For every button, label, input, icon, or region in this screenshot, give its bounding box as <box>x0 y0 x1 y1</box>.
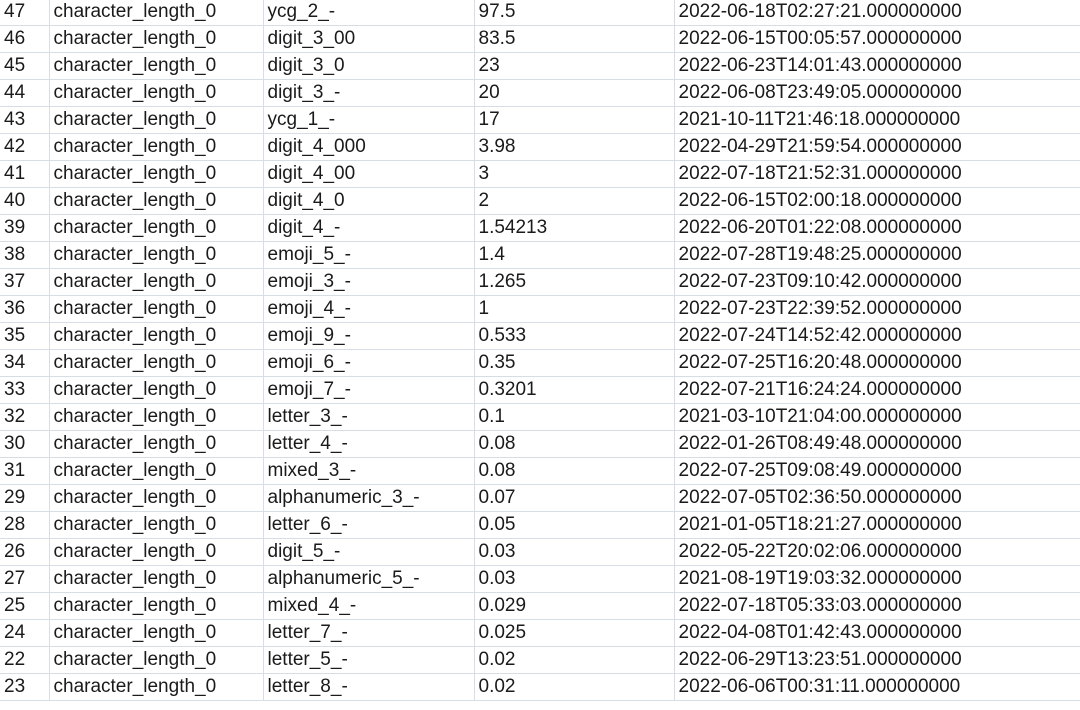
feature-name-cell[interactable]: character_length_0 <box>49 215 263 242</box>
bucket-key-cell[interactable]: emoji_6_- <box>263 350 474 377</box>
row-id-cell[interactable]: 41 <box>0 161 49 188</box>
table-row[interactable] <box>0 296 1080 323</box>
table-row[interactable] <box>0 377 1080 404</box>
table-row[interactable] <box>0 647 1080 674</box>
value-cell[interactable]: 0.533 <box>474 323 674 350</box>
feature-name-cell[interactable]: character_length_0 <box>49 620 263 647</box>
timestamp-cell[interactable]: 2022-07-25T09:08:49.000000000 <box>674 458 1080 485</box>
value-cell[interactable]: 0.08 <box>474 458 674 485</box>
bucket-key-cell[interactable]: digit_3_0 <box>263 53 474 80</box>
bucket-key-cell[interactable]: alphanumeric_3_- <box>263 485 474 512</box>
value-cell[interactable]: 0.03 <box>474 566 674 593</box>
timestamp-cell[interactable]: 2022-06-18T02:27:21.000000000 <box>674 0 1080 26</box>
timestamp-cell[interactable]: 2022-07-23T22:39:52.000000000 <box>674 296 1080 323</box>
feature-name-cell[interactable]: character_length_0 <box>49 485 263 512</box>
value-cell[interactable]: 0.05 <box>474 512 674 539</box>
timestamp-cell[interactable]: 2022-01-26T08:49:48.000000000 <box>674 431 1080 458</box>
feature-name-cell[interactable]: character_length_0 <box>49 350 263 377</box>
bucket-key-cell[interactable]: digit_4_- <box>263 215 474 242</box>
table-row[interactable] <box>0 107 1080 134</box>
timestamp-cell[interactable]: 2022-07-24T14:52:42.000000000 <box>674 323 1080 350</box>
value-cell[interactable]: 97.5 <box>474 0 674 26</box>
row-id-cell[interactable]: 29 <box>0 485 49 512</box>
row-id-cell[interactable]: 31 <box>0 458 49 485</box>
timestamp-cell[interactable]: 2022-06-06T00:31:11.000000000 <box>674 674 1080 701</box>
bucket-key-cell[interactable]: digit_3_- <box>263 80 474 107</box>
timestamp-cell[interactable]: 2022-06-20T01:22:08.000000000 <box>674 215 1080 242</box>
table-row[interactable] <box>0 566 1080 593</box>
feature-name-cell[interactable]: character_length_0 <box>49 188 263 215</box>
value-cell[interactable]: 83.5 <box>474 26 674 53</box>
timestamp-cell[interactable]: 2022-04-29T21:59:54.000000000 <box>674 134 1080 161</box>
table-row[interactable] <box>0 593 1080 620</box>
table-row[interactable] <box>0 539 1080 566</box>
timestamp-cell[interactable]: 2022-06-15T02:00:18.000000000 <box>674 188 1080 215</box>
timestamp-cell[interactable]: 2022-05-22T20:02:06.000000000 <box>674 539 1080 566</box>
value-cell[interactable]: 0.1 <box>474 404 674 431</box>
timestamp-cell[interactable]: 2021-01-05T18:21:27.000000000 <box>674 512 1080 539</box>
feature-name-cell[interactable]: character_length_0 <box>49 0 263 26</box>
value-cell[interactable]: 3 <box>474 161 674 188</box>
row-id-cell[interactable]: 43 <box>0 107 49 134</box>
table-row[interactable] <box>0 134 1080 161</box>
table-row[interactable] <box>0 350 1080 377</box>
table-row[interactable] <box>0 323 1080 350</box>
timestamp-cell[interactable]: 2022-07-28T19:48:25.000000000 <box>674 242 1080 269</box>
bucket-key-cell[interactable]: mixed_3_- <box>263 458 474 485</box>
timestamp-cell[interactable]: 2022-07-23T09:10:42.000000000 <box>674 269 1080 296</box>
row-id-cell[interactable]: 39 <box>0 215 49 242</box>
table-row[interactable] <box>0 80 1080 107</box>
feature-name-cell[interactable]: character_length_0 <box>49 161 263 188</box>
table-row[interactable] <box>0 161 1080 188</box>
table-row[interactable] <box>0 242 1080 269</box>
row-id-cell[interactable]: 44 <box>0 80 49 107</box>
feature-name-cell[interactable]: character_length_0 <box>49 674 263 701</box>
feature-name-cell[interactable]: character_length_0 <box>49 539 263 566</box>
value-cell[interactable]: 3.98 <box>474 134 674 161</box>
feature-name-cell[interactable]: character_length_0 <box>49 107 263 134</box>
bucket-key-cell[interactable]: digit_4_000 <box>263 134 474 161</box>
bucket-key-cell[interactable]: emoji_9_- <box>263 323 474 350</box>
timestamp-cell[interactable]: 2022-07-05T02:36:50.000000000 <box>674 485 1080 512</box>
value-cell[interactable]: 1.265 <box>474 269 674 296</box>
bucket-key-cell[interactable]: digit_3_00 <box>263 26 474 53</box>
row-id-cell[interactable]: 45 <box>0 53 49 80</box>
value-cell[interactable]: 0.02 <box>474 647 674 674</box>
feature-name-cell[interactable]: character_length_0 <box>49 53 263 80</box>
row-id-cell[interactable]: 26 <box>0 539 49 566</box>
bucket-key-cell[interactable]: emoji_3_- <box>263 269 474 296</box>
timestamp-cell[interactable]: 2022-06-08T23:49:05.000000000 <box>674 80 1080 107</box>
timestamp-cell[interactable]: 2022-06-15T00:05:57.000000000 <box>674 26 1080 53</box>
row-id-cell[interactable]: 24 <box>0 620 49 647</box>
feature-name-cell[interactable]: character_length_0 <box>49 377 263 404</box>
bucket-key-cell[interactable]: emoji_4_- <box>263 296 474 323</box>
value-cell[interactable]: 1.4 <box>474 242 674 269</box>
timestamp-cell[interactable]: 2022-07-18T05:33:03.000000000 <box>674 593 1080 620</box>
row-id-cell[interactable]: 30 <box>0 431 49 458</box>
value-cell[interactable]: 2 <box>474 188 674 215</box>
bucket-key-cell[interactable]: digit_5_- <box>263 539 474 566</box>
value-cell[interactable]: 0.029 <box>474 593 674 620</box>
row-id-cell[interactable]: 33 <box>0 377 49 404</box>
row-id-cell[interactable]: 22 <box>0 647 49 674</box>
row-id-cell[interactable]: 25 <box>0 593 49 620</box>
bucket-key-cell[interactable]: digit_4_0 <box>263 188 474 215</box>
row-id-cell[interactable]: 23 <box>0 674 49 701</box>
feature-name-cell[interactable]: character_length_0 <box>49 512 263 539</box>
bucket-key-cell[interactable]: letter_8_- <box>263 674 474 701</box>
value-cell[interactable]: 0.3201 <box>474 377 674 404</box>
timestamp-cell[interactable]: 2021-10-11T21:46:18.000000000 <box>674 107 1080 134</box>
table-row[interactable] <box>0 512 1080 539</box>
feature-name-cell[interactable]: character_length_0 <box>49 593 263 620</box>
timestamp-cell[interactable]: 2022-07-18T21:52:31.000000000 <box>674 161 1080 188</box>
timestamp-cell[interactable]: 2022-04-08T01:42:43.000000000 <box>674 620 1080 647</box>
feature-name-cell[interactable]: character_length_0 <box>49 323 263 350</box>
table-row[interactable] <box>0 404 1080 431</box>
feature-name-cell[interactable]: character_length_0 <box>49 566 263 593</box>
row-id-cell[interactable]: 35 <box>0 323 49 350</box>
value-cell[interactable]: 0.35 <box>474 350 674 377</box>
feature-name-cell[interactable]: character_length_0 <box>49 26 263 53</box>
table-row[interactable] <box>0 0 1080 26</box>
timestamp-cell[interactable]: 2022-06-29T13:23:51.000000000 <box>674 647 1080 674</box>
timestamp-cell[interactable]: 2021-08-19T19:03:32.000000000 <box>674 566 1080 593</box>
table-row[interactable] <box>0 188 1080 215</box>
value-cell[interactable]: 0.08 <box>474 431 674 458</box>
row-id-cell[interactable]: 40 <box>0 188 49 215</box>
bucket-key-cell[interactable]: mixed_4_- <box>263 593 474 620</box>
table-row[interactable] <box>0 485 1080 512</box>
feature-name-cell[interactable]: character_length_0 <box>49 458 263 485</box>
bucket-key-cell[interactable]: letter_6_- <box>263 512 474 539</box>
bucket-key-cell[interactable]: emoji_5_- <box>263 242 474 269</box>
bucket-key-cell[interactable]: letter_7_- <box>263 620 474 647</box>
feature-name-cell[interactable]: character_length_0 <box>49 431 263 458</box>
table-row[interactable] <box>0 26 1080 53</box>
table-row[interactable] <box>0 53 1080 80</box>
value-cell[interactable]: 1 <box>474 296 674 323</box>
table-row[interactable] <box>0 458 1080 485</box>
table-row[interactable] <box>0 620 1080 647</box>
value-cell[interactable]: 23 <box>474 53 674 80</box>
value-cell[interactable]: 0.02 <box>474 674 674 701</box>
feature-name-cell[interactable]: character_length_0 <box>49 296 263 323</box>
value-cell[interactable]: 0.07 <box>474 485 674 512</box>
bucket-key-cell[interactable]: emoji_7_- <box>263 377 474 404</box>
row-id-cell[interactable]: 46 <box>0 26 49 53</box>
timestamp-cell[interactable]: 2022-07-25T16:20:48.000000000 <box>674 350 1080 377</box>
table-row[interactable] <box>0 215 1080 242</box>
feature-name-cell[interactable]: character_length_0 <box>49 242 263 269</box>
row-id-cell[interactable]: 38 <box>0 242 49 269</box>
timestamp-cell[interactable]: 2022-06-23T14:01:43.000000000 <box>674 53 1080 80</box>
value-cell[interactable]: 0.03 <box>474 539 674 566</box>
feature-name-cell[interactable]: character_length_0 <box>49 647 263 674</box>
bucket-key-cell[interactable]: letter_3_- <box>263 404 474 431</box>
value-cell[interactable]: 20 <box>474 80 674 107</box>
row-id-cell[interactable]: 34 <box>0 350 49 377</box>
value-cell[interactable]: 17 <box>474 107 674 134</box>
feature-name-cell[interactable]: character_length_0 <box>49 134 263 161</box>
feature-name-cell[interactable]: character_length_0 <box>49 80 263 107</box>
row-id-cell[interactable]: 28 <box>0 512 49 539</box>
table-row[interactable] <box>0 674 1080 701</box>
row-id-cell[interactable]: 27 <box>0 566 49 593</box>
timestamp-cell[interactable]: 2022-07-21T16:24:24.000000000 <box>674 377 1080 404</box>
row-id-cell[interactable]: 47 <box>0 0 49 26</box>
value-cell[interactable]: 1.54213 <box>474 215 674 242</box>
bucket-key-cell[interactable]: ycg_1_- <box>263 107 474 134</box>
feature-name-cell[interactable]: character_length_0 <box>49 404 263 431</box>
bucket-key-cell[interactable]: digit_4_00 <box>263 161 474 188</box>
bucket-key-cell[interactable]: letter_5_- <box>263 647 474 674</box>
bucket-key-cell[interactable]: alphanumeric_5_- <box>263 566 474 593</box>
feature-name-cell[interactable]: character_length_0 <box>49 269 263 296</box>
table-row[interactable] <box>0 431 1080 458</box>
row-id-cell[interactable]: 32 <box>0 404 49 431</box>
table-row[interactable] <box>0 269 1080 296</box>
timestamp-cell[interactable]: 2021-03-10T21:04:00.000000000 <box>674 404 1080 431</box>
row-id-cell[interactable]: 42 <box>0 134 49 161</box>
bucket-key-cell[interactable]: ycg_2_- <box>263 0 474 26</box>
row-id-cell[interactable]: 37 <box>0 269 49 296</box>
value-cell[interactable]: 0.025 <box>474 620 674 647</box>
row-id-cell[interactable]: 36 <box>0 296 49 323</box>
bucket-key-cell[interactable]: letter_4_- <box>263 431 474 458</box>
